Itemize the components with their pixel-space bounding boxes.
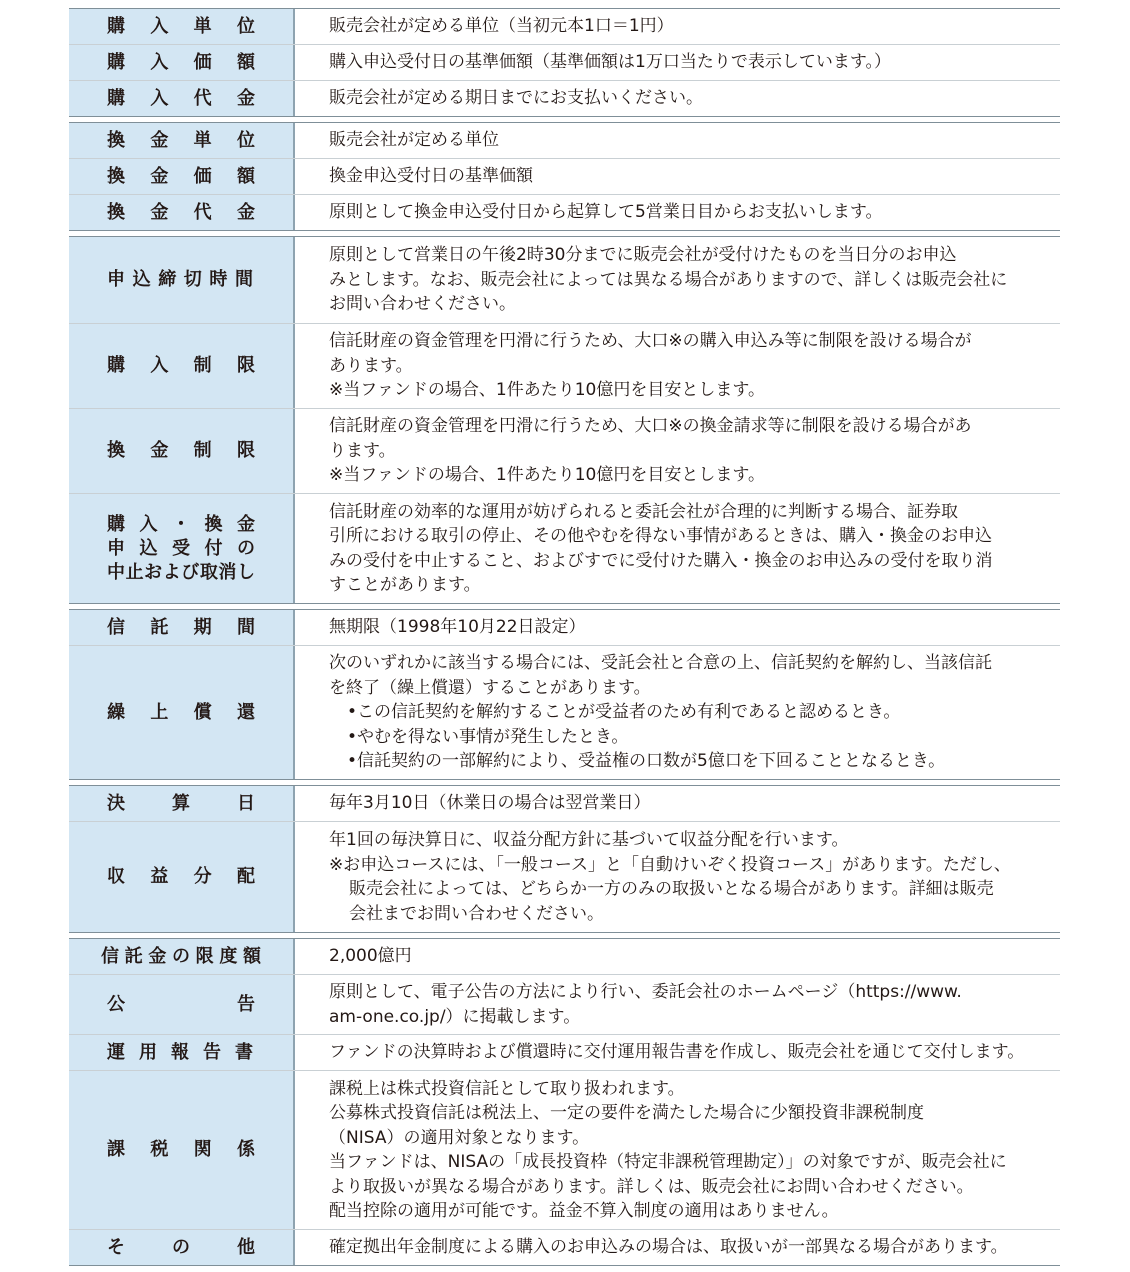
cutoff-time-row	[69, 237, 1060, 323]
other-info-group	[69, 938, 1060, 1266]
row-label: 信託期間	[107, 616, 255, 638]
row-value-cell	[295, 45, 1060, 80]
management-report-row	[69, 1034, 1060, 1070]
value-line: を終了（繰上償還）することがあります。	[329, 677, 651, 698]
row-label-cell	[69, 975, 295, 1034]
value-line: ※当ファンドの場合、1件あたり10億円を目安とします。	[329, 465, 765, 486]
row-label: 購入代金	[107, 87, 255, 109]
row-label-line: 申込受付の	[107, 537, 255, 559]
row-label-cell	[69, 237, 295, 323]
row-label: 換金代金	[107, 201, 255, 223]
row-label-cell	[69, 646, 295, 779]
row-label: 換金価額	[107, 165, 255, 187]
row-label-cell	[69, 123, 295, 158]
purchase-payment-row	[69, 80, 1060, 116]
value-line: 会社までお問い合わせください。	[349, 903, 604, 924]
value-line: 信託財産の資金管理を円滑に行うため、大口※の換金請求等に制限を設ける場合があ	[329, 416, 972, 437]
value-line: あります。	[329, 355, 413, 376]
row-value-cell	[295, 494, 1060, 603]
row-label-cell	[69, 494, 295, 603]
value-line: 換金申込受付日の基準価額	[329, 166, 533, 187]
row-label-cell	[69, 45, 295, 80]
row-label: 申込締切時間	[107, 269, 255, 290]
row-label: 購入制限	[107, 355, 255, 376]
value-line: 当ファンドは、NISAの「成長投資枠（特定非課税管理勘定）」の対象ですが、販売会社に	[329, 1152, 1007, 1172]
row-value-cell	[295, 324, 1060, 408]
redemption-unit-row	[69, 123, 1060, 158]
value-line: 原則として営業日の午後2時30分までに販売会社が受付けたものを当日分のお申込	[329, 245, 957, 266]
redemption-payment-row	[69, 194, 1060, 230]
row-label: 収益分配	[107, 866, 255, 887]
row-value-cell	[295, 409, 1060, 493]
value-line: （NISA）の適用対象となります。	[329, 1127, 590, 1148]
row-value-cell	[295, 1071, 1060, 1229]
row-label-cell	[69, 409, 295, 493]
value-line: 課税上は株式投資信託として取り扱われます。	[329, 1078, 685, 1099]
row-value-cell	[295, 646, 1060, 779]
row-label-line: 中止および取消し	[107, 561, 255, 583]
value-line: すことがあります。	[329, 575, 481, 595]
bullet-item: •この信託契約を解約することが受益者のため有利であると認めるとき。	[347, 702, 901, 723]
value-line: 配当控除の適用が可能です。益金不算入制度の適用はありません。	[329, 1201, 839, 1221]
value-line: 販売会社が定める期日までにお支払いください。	[329, 88, 703, 109]
trust-limit-row	[69, 939, 1060, 974]
bullet-item: •信託契約の一部解約により、受益権の口数が5億口を下回ることとなるとき。	[347, 751, 946, 772]
value-line: 2,000億円	[329, 946, 412, 967]
row-label-cell	[69, 822, 295, 932]
value-line: みとします。なお、販売会社によっては異なる場合がありますので、詳しくは販売会社に	[329, 269, 1008, 290]
value-line: 年1回の毎決算日に、収益分配方針に基づいて収益分配を行います。	[329, 830, 849, 850]
redemption-price-row	[69, 158, 1060, 194]
row-label-line: 購入・換金	[107, 513, 255, 535]
value-line: 販売会社によっては、どちらか一方のみの取扱いとなる場合があります。詳細は販売	[349, 879, 994, 899]
closing-date-row	[69, 786, 1060, 821]
public-notice-row	[69, 974, 1060, 1034]
row-value-cell	[295, 1230, 1060, 1265]
purchase-limit-row	[69, 323, 1060, 408]
row-label-cell	[69, 9, 295, 44]
value-line: お問い合わせください。	[329, 294, 516, 315]
row-label-cell	[69, 610, 295, 645]
other-row	[69, 1229, 1060, 1265]
row-label: 信託金の限度額	[101, 945, 261, 967]
value-line: より取扱いが異なる場合があります。詳しくは、販売会社にお問い合わせください。	[329, 1176, 974, 1197]
value-line: am-one.co.jp/）に掲載します。	[329, 1006, 581, 1027]
row-value-cell	[295, 81, 1060, 116]
row-label-cell	[69, 195, 295, 230]
row-value-cell	[295, 610, 1060, 645]
row-value-cell	[295, 159, 1060, 194]
row-value-cell	[295, 237, 1060, 323]
row-value-cell	[295, 822, 1060, 932]
row-label: 換金単位	[107, 129, 255, 151]
trust-period-row	[69, 610, 1060, 645]
value-line: 信託財産の資金管理を円滑に行うため、大口※の購入申込み等に制限を設ける場合が	[329, 331, 972, 352]
value-line: 販売会社が定める単位（当初元本1口＝1円）	[329, 16, 674, 37]
value-line: 原則として換金申込受付日から起算して5営業日目からお支払いします。	[329, 202, 883, 223]
purchase-group	[69, 8, 1060, 117]
row-label: 換金制限	[107, 440, 255, 461]
row-value-cell	[295, 9, 1060, 44]
row-value-cell	[295, 939, 1060, 974]
purchase-unit-row	[69, 9, 1060, 44]
value-line: 購入申込受付日の基準価額（基準価額は1万口当たりで表示しています。）	[329, 52, 891, 73]
value-line: ファンドの決算時および償還時に交付運用報告書を作成し、販売会社を通じて交付します。	[329, 1042, 1025, 1063]
value-line: 確定拠出年金制度による購入のお申込みの場合は、取扱いが一部異なる場合があります。	[329, 1237, 1008, 1258]
value-line: 毎年3月10日（休業日の場合は翌営業日）	[329, 793, 651, 814]
value-line: 公募株式投資信託は税法上、一定の要件を満たした場合に少額投資非課税制度	[329, 1103, 924, 1123]
row-label-cell	[69, 159, 295, 194]
row-label: 繰上償還	[107, 701, 255, 723]
value-line: 無期限（1998年10月22日設定）	[329, 617, 586, 638]
value-line: 引所における取引の停止、その他やむを得ない事情があるときは、購入・換金のお申込	[329, 526, 992, 546]
suspension-row	[69, 493, 1060, 603]
bullet-item: •やむを得ない事情が発生したとき。	[347, 726, 629, 747]
fund-procedures-table	[69, 8, 1060, 1271]
row-label-cell	[69, 324, 295, 408]
value-line: 販売会社が定める単位	[329, 130, 499, 151]
row-value-cell	[295, 786, 1060, 821]
row-value-cell	[295, 195, 1060, 230]
distribution-row	[69, 821, 1060, 932]
trust-term-group	[69, 609, 1060, 780]
application-rules-group	[69, 236, 1060, 604]
early-redemption-row	[69, 645, 1060, 779]
value-line: 原則として、電子公告の方法により行い、委託会社のホームページ（https://www.	[329, 982, 962, 1002]
value-line: ※当ファンドの場合、1件あたり10億円を目安とします。	[329, 380, 765, 401]
row-label: 決算日	[107, 792, 255, 814]
row-value-cell	[295, 1035, 1060, 1070]
value-line: ※お申込コースには、「一般コース」と「自動けいぞく投資コース」があります。ただし、	[329, 854, 1011, 875]
row-value-cell	[295, 123, 1060, 158]
row-label: 課税関係	[107, 1139, 255, 1160]
row-label: 公告	[107, 993, 255, 1015]
row-label: 運用報告書	[107, 1041, 255, 1063]
redemption-group	[69, 122, 1060, 231]
accounting-group	[69, 785, 1060, 933]
value-line: 次のいずれかに該当する場合には、受託会社と合意の上、信託契約を解約し、当該信託	[329, 653, 992, 674]
row-label-cell	[69, 81, 295, 116]
value-line: ります。	[329, 440, 396, 461]
taxation-row	[69, 1070, 1060, 1229]
row-label-cell	[69, 939, 295, 974]
row-label: その他	[107, 1236, 255, 1258]
row-label-cell	[69, 1230, 295, 1265]
row-label-cell	[69, 1035, 295, 1070]
redemption-limit-row	[69, 408, 1060, 493]
row-value-cell	[295, 975, 1060, 1034]
value-line: 信託財産の効率的な運用が妨げられると委託会社が合理的に判断する場合、証券取	[329, 501, 958, 522]
purchase-price-row	[69, 44, 1060, 80]
row-label-cell	[69, 1071, 295, 1229]
row-label: 購入単位	[107, 15, 255, 37]
row-label: 購入価額	[107, 51, 255, 73]
value-line: みの受付を中止すること、およびすでに受付けた購入・換金のお申込みの受付を取り消	[329, 550, 993, 571]
row-label-cell	[69, 786, 295, 821]
